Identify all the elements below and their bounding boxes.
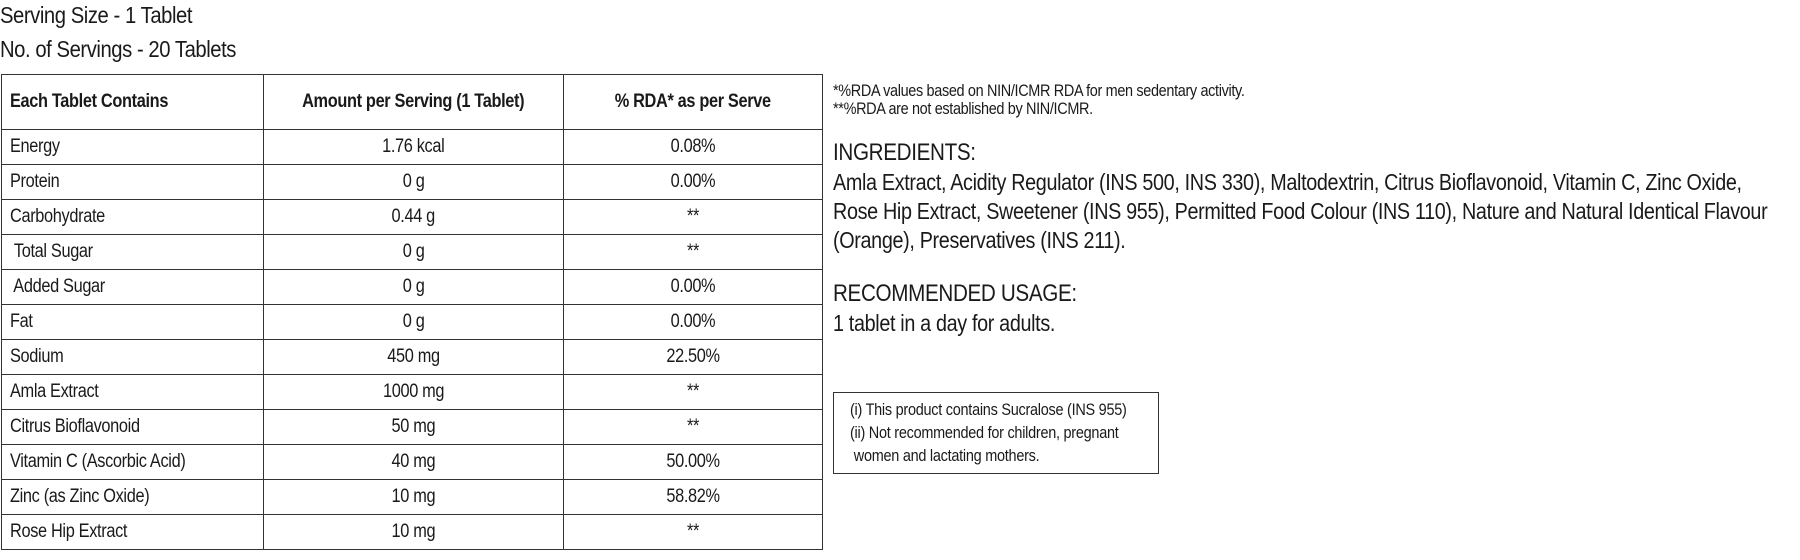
table-row bbox=[2, 305, 823, 340]
nutrient-name: Sodium bbox=[2, 340, 264, 375]
nutrient-amount: 1.76 kcal bbox=[264, 130, 564, 165]
table-row bbox=[2, 375, 823, 410]
rda-footnote-1: *%RDA values based on NIN/ICMR RDA for men sedentary activity. bbox=[833, 81, 1245, 100]
nutrient-amount: 10 mg bbox=[264, 515, 564, 550]
servings-count: No. of Servings - 20 Tablets bbox=[0, 36, 236, 62]
nutrient-name: Protein bbox=[2, 165, 264, 200]
warning-line: (i) This product contains Sucralose (INS 955) bbox=[850, 400, 1127, 419]
serving-size: Serving Size - 1 Tablet bbox=[0, 2, 193, 28]
table-row bbox=[2, 445, 823, 480]
nutrient-rda: ** bbox=[564, 375, 823, 410]
table-row bbox=[2, 200, 823, 235]
nutrient-name: Carbohydrate bbox=[2, 200, 264, 235]
nutrient-amount: 1000 mg bbox=[264, 375, 564, 410]
nutrient-rda: 0.00% bbox=[564, 270, 823, 305]
table-row bbox=[2, 235, 823, 270]
nutrient-rda: 58.82% bbox=[564, 480, 823, 515]
nutrient-rda: ** bbox=[564, 515, 823, 550]
warning-line: (ii) Not recommended for children, pregnant bbox=[850, 423, 1119, 442]
nutrient-amount: 0.44 g bbox=[264, 200, 564, 235]
ingredients-heading: INGREDIENTS: bbox=[833, 139, 976, 166]
nutrient-name: Vitamin C (Ascorbic Acid) bbox=[2, 445, 264, 480]
nutrition-table bbox=[1, 74, 823, 550]
nutrient-rda: 22.50% bbox=[564, 340, 823, 375]
nutrient-rda: ** bbox=[564, 410, 823, 445]
nutrient-rda: 0.08% bbox=[564, 130, 823, 165]
nutrient-name: Fat bbox=[2, 305, 264, 340]
nutrient-amount: 0 g bbox=[264, 270, 564, 305]
header-nutrient: Each Tablet Contains bbox=[2, 75, 264, 130]
nutrient-amount: 450 mg bbox=[264, 340, 564, 375]
nutrient-amount: 0 g bbox=[264, 165, 564, 200]
nutrient-name: Rose Hip Extract bbox=[2, 515, 264, 550]
nutrient-name: Citrus Bioflavonoid bbox=[2, 410, 264, 445]
table-header-row bbox=[2, 75, 823, 130]
info-panel bbox=[833, 82, 1793, 338]
table-row bbox=[2, 410, 823, 445]
usage-heading: RECOMMENDED USAGE: bbox=[833, 280, 1077, 307]
nutrient-amount: 50 mg bbox=[264, 410, 564, 445]
nutrient-amount: 10 mg bbox=[264, 480, 564, 515]
nutrient-rda: 0.00% bbox=[564, 305, 823, 340]
nutrient-amount: 0 g bbox=[264, 235, 564, 270]
table-row bbox=[2, 130, 823, 165]
nutrient-amount: 0 g bbox=[264, 305, 564, 340]
nutrient-name: Amla Extract bbox=[2, 375, 264, 410]
usage-text: 1 tablet in a day for adults. bbox=[833, 310, 1056, 336]
table-row bbox=[2, 515, 823, 550]
nutrient-amount: 40 mg bbox=[264, 445, 564, 480]
table-row bbox=[2, 480, 823, 515]
nutrient-name: Energy bbox=[2, 130, 264, 165]
warning-box bbox=[833, 392, 1159, 474]
nutrient-rda: 50.00% bbox=[564, 445, 823, 480]
header-rda: % RDA* as per Serve bbox=[564, 75, 823, 130]
nutrient-name: Added Sugar bbox=[2, 270, 264, 305]
rda-footnote-2: **%RDA are not established by NIN/ICMR. bbox=[833, 99, 1093, 118]
nutrient-name: Zinc (as Zinc Oxide) bbox=[2, 480, 264, 515]
warning-line: women and lactating mothers. bbox=[850, 446, 1040, 465]
table-row bbox=[2, 270, 823, 305]
nutrient-rda: 0.00% bbox=[564, 165, 823, 200]
header-amount: Amount per Serving (1 Tablet) bbox=[264, 75, 564, 130]
nutrient-name: Total Sugar bbox=[2, 235, 264, 270]
nutrient-rda: ** bbox=[564, 200, 823, 235]
table-row bbox=[2, 340, 823, 375]
table-row bbox=[2, 165, 823, 200]
ingredients-text: Amla Extract, Acidity Regulator (INS 500, INS 330), Maltodextrin, Citrus Bioflavonoid, Vitamin C, Zinc Oxide, Rose Hip Extract, Sweetener (INS 955), Permitted Food Colour (INS 110), Nature and Natural Identical Flavour (Orange), Preservatives (INS 211). bbox=[833, 169, 1768, 253]
nutrient-rda: ** bbox=[564, 235, 823, 270]
